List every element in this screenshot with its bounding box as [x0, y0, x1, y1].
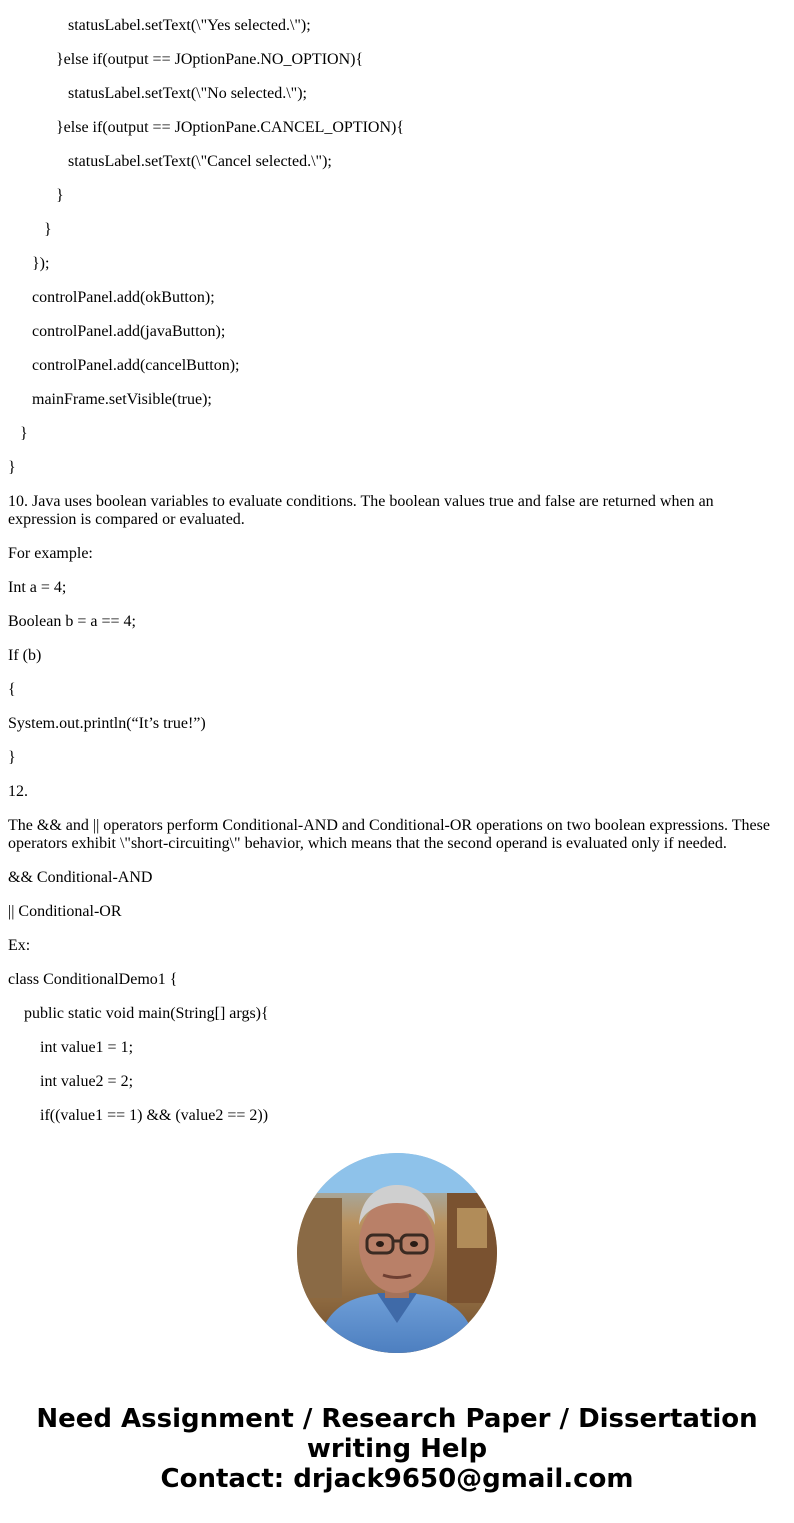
- author-portrait-image: [297, 1153, 497, 1353]
- example-label: For example:: [8, 545, 93, 562]
- code-line: {: [8, 681, 16, 698]
- code-line: }: [20, 425, 28, 442]
- code-line: Int a = 4;: [8, 579, 67, 596]
- code-line: statusLabel.setText(\"No selected.\");: [68, 85, 307, 102]
- operator-or-label: || Conditional-OR: [8, 903, 122, 920]
- footer-line-2: writing Help: [306, 1434, 488, 1464]
- code-line: int value1 = 1;: [40, 1039, 134, 1056]
- code-line: controlPanel.add(cancelButton);: [32, 357, 240, 374]
- author-avatar: [297, 1153, 497, 1353]
- code-line: }else if(output == JOptionPane.NO_OPTION){: [56, 51, 364, 68]
- code-line: statusLabel.setText(\"Cancel selected.\");: [68, 153, 332, 170]
- code-line: class ConditionalDemo1 {: [8, 971, 178, 988]
- code-line: }: [8, 459, 16, 476]
- footer-contact-email: Contact: drjack9650@gmail.com: [160, 1464, 634, 1494]
- code-line: int value2 = 2;: [40, 1073, 134, 1090]
- code-line: }: [44, 221, 52, 238]
- section-12-number: 12.: [8, 783, 28, 800]
- operator-and-label: && Conditional-AND: [8, 869, 153, 886]
- code-line: }else if(output == JOptionPane.CANCEL_OPTION){: [56, 119, 405, 136]
- footer-line-1: Need Assignment / Research Paper / Dissertation: [36, 1404, 758, 1434]
- code-line: If (b): [8, 647, 42, 664]
- code-line: mainFrame.setVisible(true);: [32, 391, 212, 408]
- code-line: System.out.println(“It’s true!”): [8, 715, 206, 732]
- contact-footer: [0, 1404, 794, 1494]
- code-line: if((value1 == 1) && (value2 == 2)): [40, 1107, 269, 1124]
- code-line: controlPanel.add(okButton);: [32, 289, 215, 306]
- code-line: public static void main(String[] args){: [24, 1005, 269, 1022]
- code-line: Boolean b = a == 4;: [8, 613, 136, 630]
- code-line: });: [32, 255, 50, 272]
- ex-label: Ex:: [8, 937, 31, 954]
- code-line: controlPanel.add(javaButton);: [32, 323, 226, 340]
- section-10-text: 10. Java uses boolean variables to evaluate conditions. The boolean values true and false are returned when an expression is compared or evaluated.: [8, 493, 714, 528]
- code-line: }: [8, 749, 16, 766]
- code-line: }: [56, 187, 64, 204]
- code-line: statusLabel.setText(\"Yes selected.\");: [68, 17, 311, 34]
- section-12-text: The && and || operators perform Conditional-AND and Conditional-OR operations on two boolean expressions. These operators exhibit \"short-circuiting\" behavior, which means that the second operand is evaluated only if needed.: [8, 817, 770, 852]
